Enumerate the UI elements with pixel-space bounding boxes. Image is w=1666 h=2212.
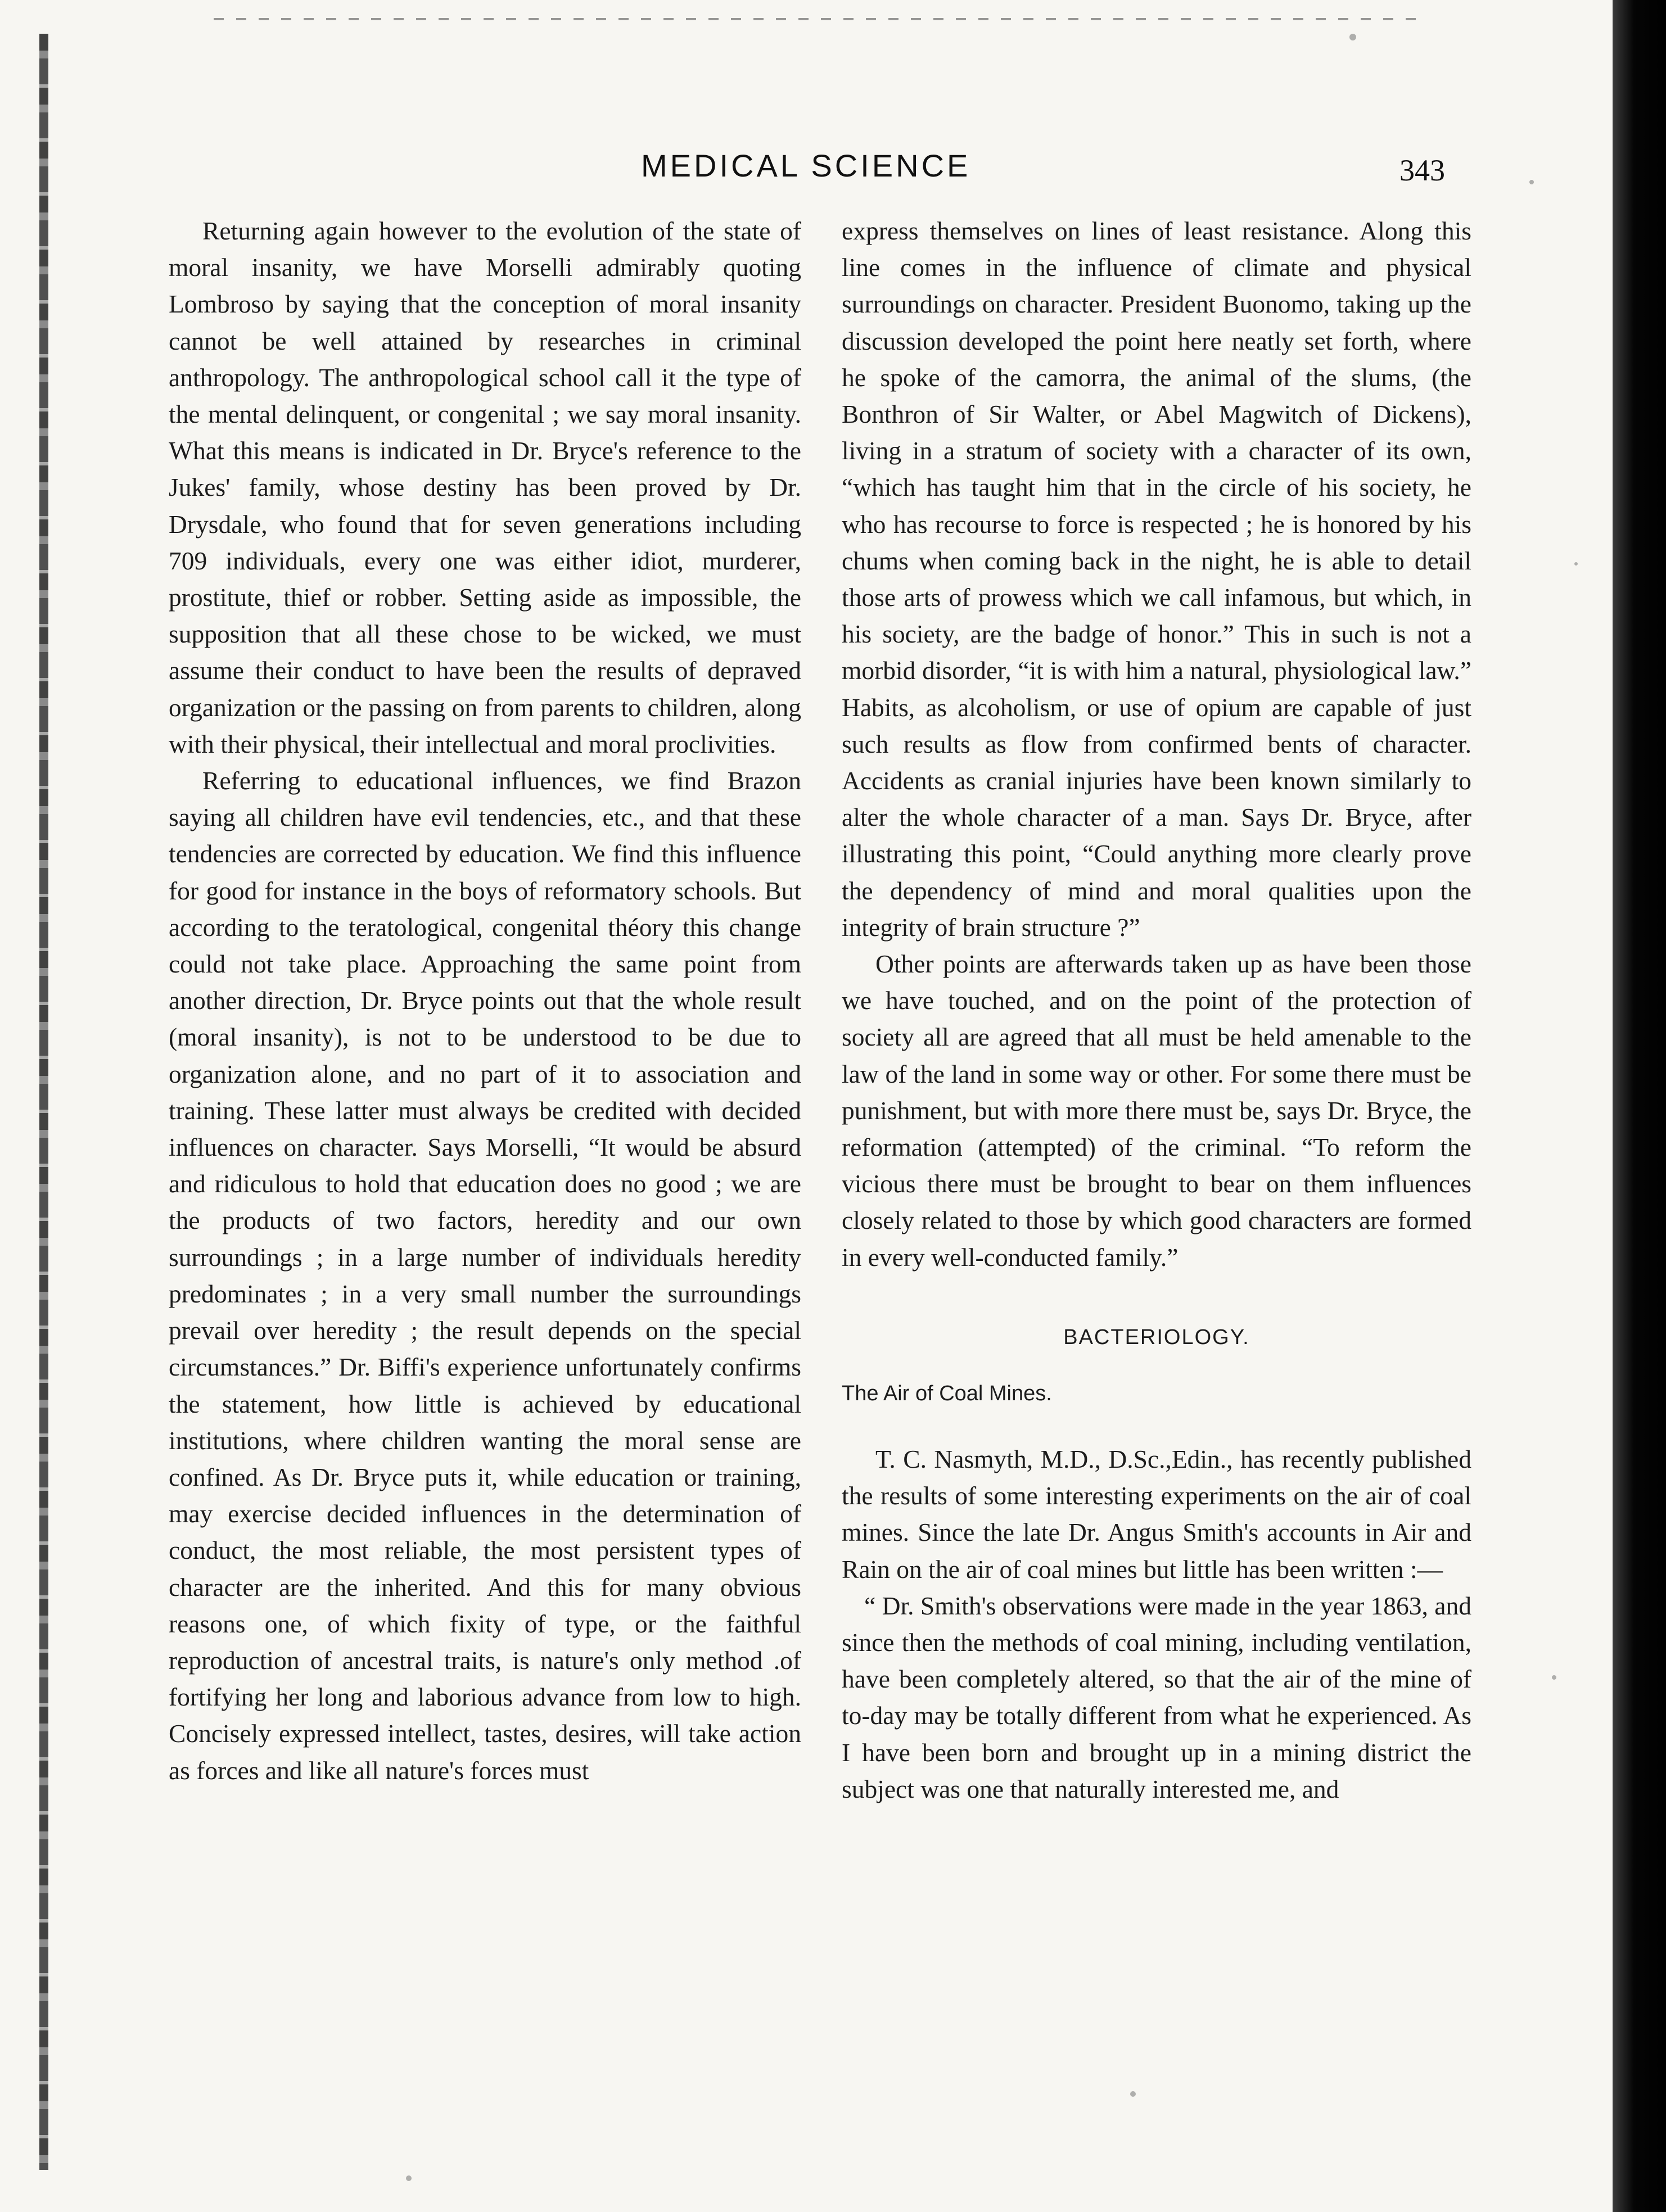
- page-header: [641, 147, 1445, 192]
- body-paragraph-continued: express themselves on lines of least resistance. Along this line comes in the influence of climate and physical surroundings on character. President Buonomo, taking up the discussion developed the point here neatly set forth, where he spoke of the camorra, the animal of the slums, (the Bonthron of Sir Walter, or Abel Magwitch of Dickens), living in a stratum of society with a character of its own, “which has taught him that in the circle of his society, he who has recourse to force is respected ; he is honored by his chums when coming back in the night, he is able to detail those arts of prowess which we call infamous, but which, in his society, are the badge of honor.” This in such is not a morbid disorder, “it is with him a natural, physiological law.” Habits, as alcoholism, or use of opium are capable of just such results as flow from confirmed bents of character. Accidents as cranial injuries have been known similarly to alter the whole character of a man. Says Dr. Bryce, after illustrating this point, “Could anything more clearly prove the dependency of mind and moral qualities upon the integrity of brain structure ?”: [842, 216, 1471, 942]
- section-heading: BACTERIOLOGY.: [1063, 1325, 1250, 1349]
- scan-dark-margin: [1613, 0, 1666, 2212]
- scan-speck: [406, 2175, 412, 2181]
- scan-speck: [1349, 34, 1356, 40]
- page-number: 343: [1399, 153, 1445, 187]
- scan-binding-edge: [39, 34, 48, 2170]
- running-head: MEDICAL SCIENCE: [641, 148, 971, 183]
- left-column: [169, 212, 801, 1789]
- body-paragraph: Other points are afterwards taken up as have been those we have touched, and on the point of the protection of society all are agreed that all must be held amenable to the law of the land in some way or other. For some there must be punishment, but with more there must be, says Dr. Bryce, the reformation (attempted) of the criminal. “To reform the vicious there must be brought to bear on them influences closely related to those by which good characters are formed in every well-conducted family.”: [842, 949, 1471, 1272]
- body-paragraph: Returning again however to the evolution of the state of moral insanity, we have Morselli admirably quoting Lombroso by saying that the conception of moral insanity cannot be well attained by researches in criminal anthropology. The anthropological school call it the type of the mental delinquent, or congenital ; we say moral insanity. What this means is indicated in Dr. Bryce's reference to the Jukes' family, whose destiny has been proved by Dr. Drysdale, who found that for seven generations including 709 individuals, every one was either idiot, murderer, prostitute, thief or robber. Setting aside as impossible, the supposition that all these chose to be wicked, we must assume their conduct to have been the results of depraved organization or the passing on from parents to children, along with their physical, their intellectual and moral proclivities.: [169, 216, 801, 758]
- scan-speck: [1574, 562, 1578, 566]
- article-paragraph: “ Dr. Smith's observations were made in the year 1863, and since then the methods of coal mining, including ventilation, have been completely altered, so that the air of the mine of to-day may be totally different from what he experienced. As I have been born and brought up in a mining district the subject was one that naturally interested me, and: [842, 1591, 1471, 1803]
- body-paragraph: Referring to educational influences, we find Brazon saying all children have evil tendencies, etc., and that these tendencies are corrected by education. We find this influence for good for instance in the boys of reformatory schools. But according to the teratological, congenital théory this change could not take place. Approaching the same point from another direction, Dr. Bryce points out that the whole result (moral insanity), is not to be understood to be due to organization alone, and no part of it to association and training. These latter must always be credited with decided influences on character. Says Morselli, “It would be absurd and ridiculous to hold that education does no good ; we are the products of two factors, heredity and our own surroundings ; in a large number of individuals heredity predominates ; in a very small number the surroundings prevail over heredity ; the result depends on the special circumstances.” Dr. Biffi's experience unfortunately confirms the statement, how little is achieved by educational institutions, where children wanting the moral sense are confined. As Dr. Bryce puts it, while education or training, may exercise decided influences in the determination of conduct, the most reliable, the most persistent types of character are the inherited. And this for many obvious reasons one, of which fixity of type, or the faithful reproduction of ancestral traits, is nature's only method .of fortifying her long and laborious advance from low to high. Concisely expressed intellect, tastes, desires, will take action as forces and like all nature's forces must: [169, 766, 801, 1785]
- article-paragraph: T. C. Nasmyth, M.D., D.Sc.,Edin., has recently published the results of some interesting experiments on the air of coal mines. Since the late Dr. Angus Smith's accounts in Air and Rain on the air of coal mines but little has been written :—: [842, 1444, 1471, 1584]
- scan-speck: [1529, 180, 1534, 184]
- scan-top-artifact: [214, 18, 1423, 20]
- scan-speck: [1130, 2091, 1136, 2097]
- scan-speck: [1552, 1675, 1556, 1680]
- right-column: [842, 212, 1471, 1807]
- article-title: The Air of Coal Mines.: [842, 1381, 1052, 1405]
